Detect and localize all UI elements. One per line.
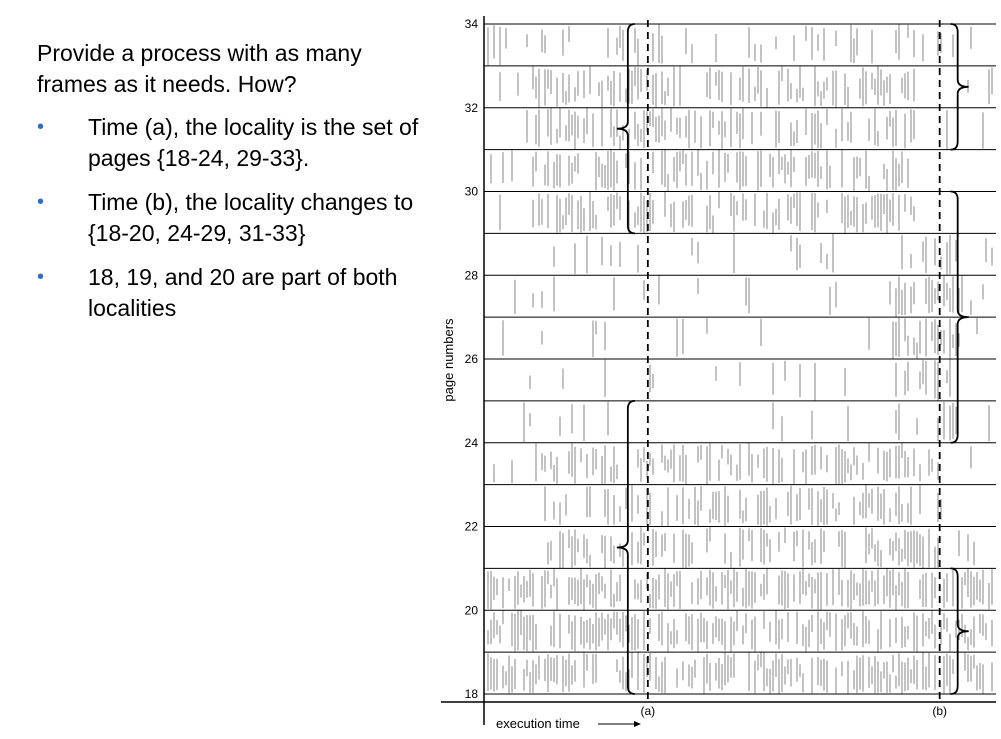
slide-heading: Provide a process with as many frames as it needs. How?: [37, 40, 362, 97]
bullet-item-time-b: [37, 187, 437, 249]
locality-brace: [617, 24, 635, 233]
page-tick-label: 22: [464, 519, 478, 534]
bullet-text: Time (a), the locality is the set of pages {18-24, 29-33}.: [88, 114, 419, 171]
bullet-list: [37, 112, 437, 324]
locality-diagram: [436, 10, 998, 738]
page-tick-labels: [465, 17, 479, 701]
page-tick-label: 28: [464, 268, 478, 283]
bullet-item-time-a: [37, 112, 437, 174]
page-tick-label: 26: [464, 352, 478, 366]
page-tick-label: 20: [464, 603, 478, 618]
locality-brace: [951, 24, 969, 150]
time-marker-label: (a): [640, 704, 656, 718]
bullet-dot-icon: •: [37, 266, 45, 288]
page-tick-label: 34: [464, 17, 478, 31]
x-axis-label: execution time: [496, 716, 580, 731]
page-tick-label: 24: [464, 435, 478, 450]
bullet-dot-icon: •: [37, 191, 45, 213]
bullet-text: Time (b), the locality changes to {18-20, 24-29, 31-33}: [88, 189, 414, 246]
slide-text-block: [37, 38, 437, 337]
bullet-item-shared-pages: [37, 262, 437, 324]
time-marker-label: (b): [932, 704, 948, 718]
page-tick-label: 32: [464, 100, 478, 115]
bullet-text: 18, 19, and 20 are part of both localities: [88, 264, 398, 321]
page-tick-label: 18: [464, 687, 478, 701]
execution-time-arrow-icon: [598, 721, 641, 727]
time-markers: [641, 20, 948, 718]
page-tick-label: 30: [464, 184, 478, 199]
y-axis-label: page numbers: [441, 318, 456, 402]
locality-brace: [951, 568, 969, 694]
bullet-dot-icon: •: [37, 116, 45, 138]
